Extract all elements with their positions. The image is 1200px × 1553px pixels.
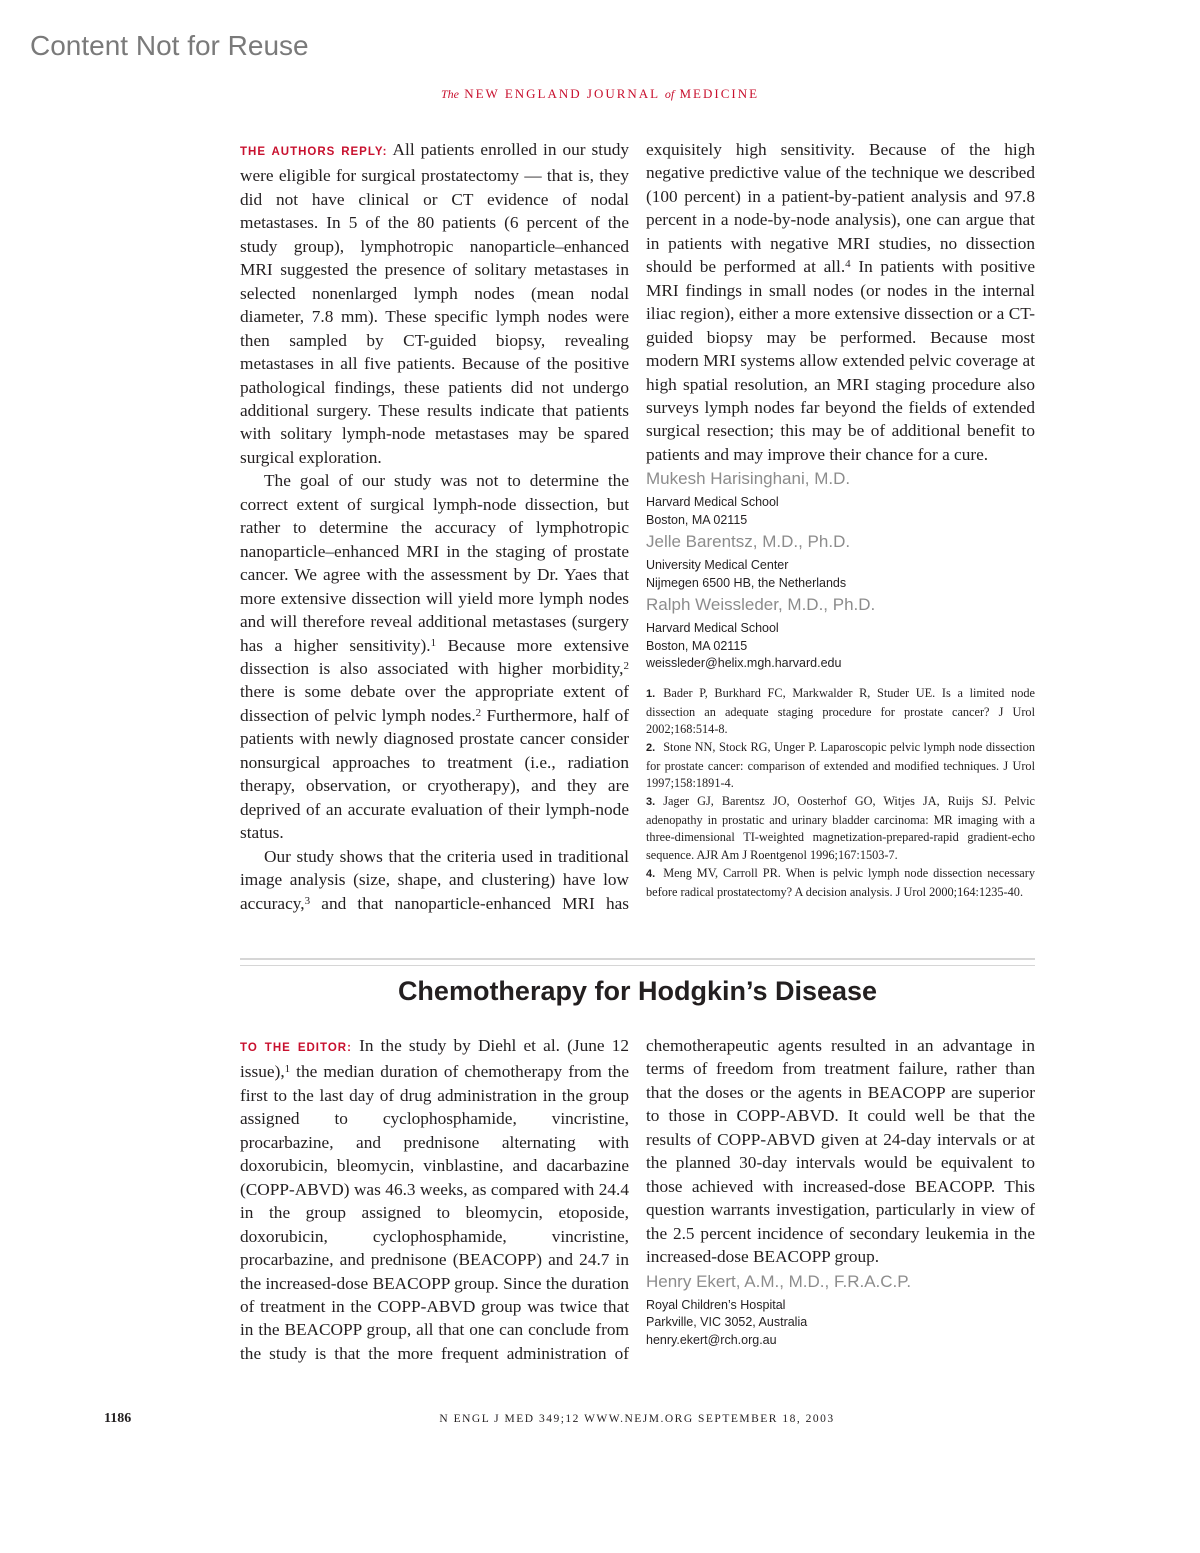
- author-signature: Jelle Barentsz, M.D., Ph.D. University Medical Center Nijmegen 6500 HB, the Netherlands: [646, 532, 851, 590]
- footer-citation: N ENGL J MED 349;12 WWW.NEJM.ORG SEPTEMBER 18, 2003: [439, 1413, 835, 1425]
- authors-reply-label: THE AUTHORS REPLY:: [240, 146, 388, 158]
- to-the-editor-label: TO THE EDITOR:: [240, 1042, 352, 1054]
- reference-item: 4. Meng MV, Carroll PR. When is pelvic lymph node dissection necessary before radical prostatectomy? A decision analysis. J Urol 2000;164:1235-40.: [646, 865, 1035, 899]
- author-signature: Mukesh Harisinghani, M.D. Harvard Medical School Boston, MA 02115: [646, 469, 851, 527]
- page-number: 1186: [104, 1411, 132, 1426]
- letter2-paragraph: TO THE EDITOR: In the study by Diehl et al. (June 12 issue),$^1$ the median duration of chemotherapy from the first to the last day of drug administration in the group assigned to cyclophosphamide, vincristine, procarbazine, and prednisone alternating with doxorubicin, bleomycin, vinblastine, and dacarbazine (COPP-ABVD) was 46.3 weeks, as compared with 24.4 in the group assigned to bleomycin, etoposide, doxorubicin, cyclophosphamide, vincristine, procarbazine, and prednisone (BEACOPP) and 24.7 in the increased-dose BEACOPP group. Since the duration of treatment in the COPP-ABVD group was twice that in the BEACOPP group, all that one can conclude from the study is that the more frequent administration of chemotherapeutic agents resulted in an advantage in terms of freedom from treatment failure, rather than that the doses or the agents in BEACOPP are superior to those in COPP-ABVD. It could well be that the results of COPP-ABVD given at 24-day intervals or at the planned 30-day intervals would be equivalent to those achieved with increased-dose BEACOPP. This question warrants investigation, particularly in view of the 2.5 percent incidence of secondary leukemia in the increased-dose BEACOPP group.: [240, 1036, 1035, 1363]
- journal-header: The NEW ENGLAND JOURNAL of MEDICINE: [440, 86, 760, 101]
- letter1-paragraph-2: The goal of our study was not to determine the correct extent of surgical lymph-node dissection, but rather to determine the accuracy of lymphotropic nanoparticle–enhanced MRI in the staging of prostate cancer. We agree with the assessment by Dr. Yaes that more extensive dissection will yield more lymph nodes and will therefore reveal additional metastases (surgery has a higher sensitivity).$^1$ Because more extensive dissection is also associated with higher morbidity,$^2$ there is some debate over the appropriate extent of dissection of pelvic lymph nodes.$^2$ Furthermore, half of patients with newly diagnosed prostate cancer consider nonsurgical approaches to treatment (i.e., radiation therapy, observation, or cryotherapy), and they are deprived of an accurate evaluation of their lymph-node status.: [240, 471, 629, 843]
- article-title: Chemotherapy for Hodgkin’s Disease: [397, 976, 878, 1006]
- section-divider: [240, 958, 1035, 960]
- letter1-paragraph-3: Our study shows that the criteria used in traditional image analysis (size, shape, and clustering) have low accuracy,$^3$ and that nanoparticle-enhanced MRI has exquisitely high sensitivity. Because of the high negative predictive value of the technique we described (100 percent) in a patient-by-patient analysis and 97.8 percent in a node-by-node analysis), one can argue that in patients with negative MRI studies, no dissection should be performed at all.$^4$ In patients with positive MRI findings in small nodes (or nodes in the internal iliac region), either a more extensive dissection or a CT-guided biopsy may be performed. Because most modern MRI systems allow extended pelvic coverage at high spatial resolution, an MRI staging procedure also surveys lymph nodes far beyond the fields of extended surgical resection; this may be of additional benefit to patients and may improve their chance for a cure.: [240, 140, 1035, 913]
- section-divider: [240, 965, 1035, 966]
- watermark: Content Not for Reuse: [30, 30, 309, 61]
- reference-item: 2. Stone NN, Stock RG, Unger P. Laparoscopic pelvic lymph node dissection for prostate cancer: comparison of extended and modified techniques. J Urol 1997;158:1891-4.: [646, 739, 1035, 791]
- reference-list: [646, 685, 1035, 901]
- author-signature: Ralph Weissleder, M.D., Ph.D. Harvard Medical School Boston, MA 02115 weissleder@helix.mgh.harvard.edu: [646, 595, 876, 671]
- reference-item: 3. Jager GJ, Barentsz JO, Oosterhof GO, Witjes JA, Ruijs SJ. Pelvic adenopathy in prostatic and urinary bladder carcinoma: MR imaging with a three-dimensional TI-weighted magnetization-prepared-rapid gradient-echo sequence. AJR Am J Roentgenol 1996;167:1503-7.: [646, 794, 1035, 863]
- author-signature: Henry Ekert, A.M., M.D., F.R.A.C.P. Royal Children’s Hospital Parkville, VIC 3052, Australia henry.ekert@rch.org.au: [646, 1271, 912, 1347]
- letter1-body: [240, 138, 1035, 938]
- letter2-body: [240, 1034, 1035, 1374]
- letter1-paragraph-1: THE AUTHORS REPLY: All patients enrolled in our study were eligible for surgical prostatectomy — that is, they did not have clinical or CT evidence of nodal metastases. In 5 of the 80 patients (6 percent of the study group), lymphotropic nanoparticle–enhanced MRI suggested the presence of solitary metastases in selected nonenlarged lymph nodes (mean nodal diameter, 7.8 mm). These specific lymph nodes were then sampled by CT-guided biopsy, revealing metastases in all five patients. Because of the positive pathological findings, these patients did not undergo additional surgery. These results indicate that patients with solitary lymph-node metastases may be spared surgical exploration.: [240, 140, 629, 467]
- reference-item: 1. Bader P, Burkhard FC, Markwalder R, Studer UE. Is a limited node dissection an adequate staging procedure for prostate cancer? J Urol 2002;168:514-8.: [646, 685, 1035, 737]
